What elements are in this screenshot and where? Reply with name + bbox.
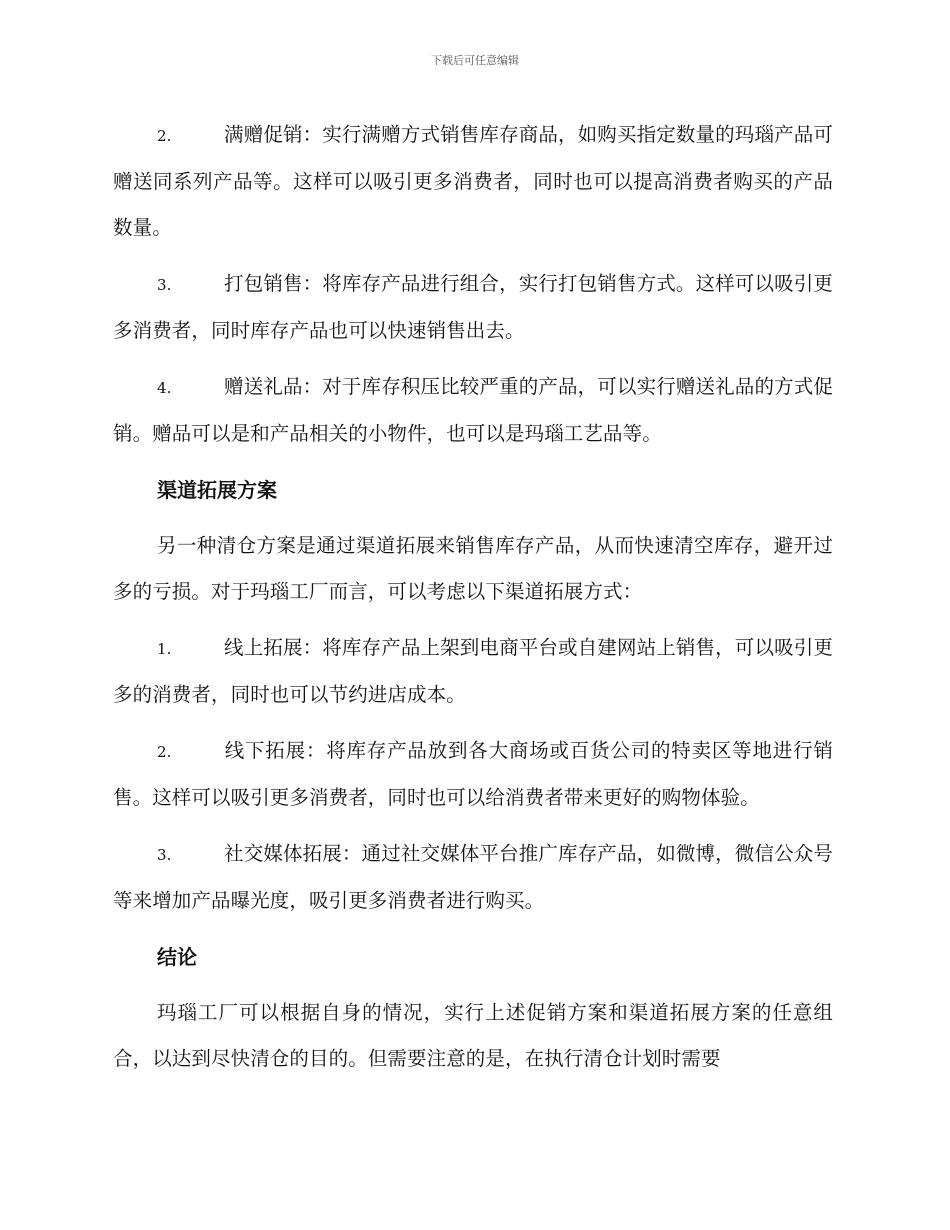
list-item-number: 4. bbox=[157, 379, 172, 397]
section-heading-channel: 渠道拓展方案 bbox=[157, 478, 277, 502]
list-item bbox=[113, 364, 833, 457]
list-item-number: 3. bbox=[157, 846, 172, 864]
channel-intro-paragraph: 另一种清仓方案是通过渠道拓展来销售库存产品，从而快速清空库存，避开过多的亏损。对于玛瑙工厂而言，可以考虑以下渠道拓展方式： bbox=[113, 534, 833, 603]
list-item bbox=[113, 112, 833, 251]
list-item bbox=[113, 261, 833, 354]
list-item-text: 线下拓展：将库存产品放到各大商场或百货公司的特卖区等地进行销售。这样可以吸引更多消费者，同时也可以给消费者带来更好的购物体验。 bbox=[113, 739, 833, 809]
page-header: 下载后可任意编辑 bbox=[431, 54, 519, 67]
list-item-text: 社交媒体拓展：通过社交媒体平台推广库存产品，如微博，微信公众号等来增加产品曝光度，吸引更多消费者进行购买。 bbox=[113, 842, 833, 912]
conclusion-paragraph: 玛瑙工厂可以根据自身的情况，实行上述促销方案和渠道拓展方案的任意组合，以达到尽快清仓的目的。但需要注意的是，在执行清仓计划时需要 bbox=[113, 1001, 833, 1070]
list-item-number: 1. bbox=[157, 640, 172, 658]
list-item-text: 打包销售：将库存产品进行组合，实行打包销售方式。这样可以吸引更多消费者，同时库存产品也可以快速销售出去。 bbox=[113, 272, 833, 342]
section-heading-conclusion: 结论 bbox=[157, 945, 197, 969]
list-item bbox=[113, 831, 833, 924]
list-item bbox=[113, 728, 833, 821]
list-item bbox=[113, 625, 833, 718]
document-body bbox=[113, 112, 833, 1092]
list-item-number: 2. bbox=[157, 127, 172, 145]
list-item-text: 满赠促销：实行满赠方式销售库存商品，如购买指定数量的玛瑙产品可赠送同系列产品等。这样可以吸引更多消费者，同时也可以提高消费者购买的产品数量。 bbox=[113, 123, 833, 239]
list-item-number: 2. bbox=[157, 743, 172, 761]
list-item-text: 线上拓展：将库存产品上架到电商平台或自建网站上销售，可以吸引更多的消费者，同时也可以节约进店成本。 bbox=[113, 636, 833, 706]
list-item-text: 赠送礼品：对于库存积压比较严重的产品，可以实行赠送礼品的方式促销。赠品可以是和产品相关的小物件，也可以是玛瑙工艺品等。 bbox=[113, 375, 833, 445]
list-item-number: 3. bbox=[157, 276, 172, 294]
